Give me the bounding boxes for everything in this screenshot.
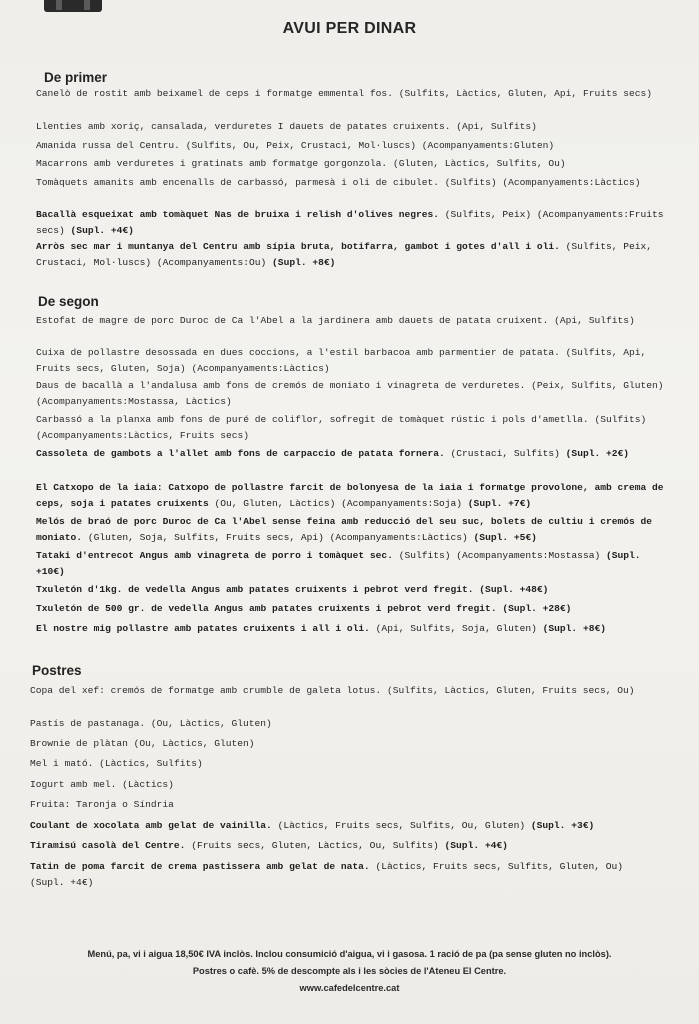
- menu-item: Daus de bacallà a l'andalusa amb fons de cremós de moniato i vinagreta de verduretes. (Peix, Sulfits, Gluten) (Acompanyaments:Mostassa, Làctics): [36, 380, 664, 407]
- section-heading-de-primer: De primer: [44, 70, 108, 85]
- menu-item: Tatin de poma farcit de crema pastissera amb gelat de nata. (Làctics, Fruits secs, Sulfits, Gluten, Ou) (Supl. +4€): [30, 861, 624, 888]
- menu-item: Copa del xef: cremós de formatge amb crumble de galeta lotus. (Sulfits, Làctics, Gluten, Fruits secs, Ou): [30, 685, 635, 696]
- menu-item: Estofat de magre de porc Duroc de Ca l'Abel a la jardinera amb dauets de patata cruixent. (Api, Sulfits): [36, 315, 635, 326]
- menu-item: Llenties amb xoriç, cansalada, verduretes I dauets de patates cruixents. (Api, Sulfits): [36, 121, 537, 132]
- menu-item: Txuletón de 500 gr. de vedella Angus amb patates cruixents i pebrot verd fregit. (Supl. +28€): [36, 603, 572, 614]
- menu-item: Cuixa de pollastre desossada en dues coccions, a l'estil barbacoa amb parmentier de patata. (Sulfits, Api, Fruits secs, Gluten, Soja) (Acompanyaments:Làctics): [36, 347, 647, 374]
- menu-item: Pastís de pastanaga. (Ou, Làctics, Gluten): [30, 718, 272, 729]
- menu-item: Cassoleta de gambots a l'allet amb fons de carpaccio de patata fornera. (Crustaci, Sulfits) (Supl. +2€): [36, 448, 630, 459]
- menu-item: Mel i mató. (Làctics, Sulfits): [30, 758, 203, 769]
- menu-item: Fruita: Taronja o Síndria: [30, 799, 174, 810]
- footer-price-line: Menú, pa, vi i aigua 18,50€ IVA inclòs. Inclou consumició d'aigua, vi i gasosa. 1 ració de pa (pa sense gluten no inclòs).: [87, 949, 612, 959]
- section-heading-postres: Postres: [32, 663, 82, 678]
- footer-discount-line: Postres o cafè. 5% de descompte als i les sòcies de l'Ateneu El Centre.: [192, 966, 507, 976]
- menu-item: Arròs sec mar i muntanya del Centru amb sípia bruta, botifarra, gambot i gotes d'all i oli. (Sulfits, Peix, Crustaci, Mol·luscs) (Acompanyaments:Ou) (Supl. +8€): [36, 241, 653, 268]
- menu-item: Carbassó a la planxa amb fons de puré de coliflor, sofregit de tomàquet rústic i pols d'ametlla. (Sulfits) (Acompanyaments:Làctics, Fruits secs): [36, 414, 647, 441]
- menu-item: El Catxopo de la iaia: Catxopo de pollastre farcit de bolonyesa de la iaia i formatge provolone, amb crema de ceps, soja i patates cruixents (Ou, Gluten, Làctics) (Acompanyaments:Soja) (Supl. +7€): [36, 482, 664, 509]
- binder-clip: [44, 0, 102, 12]
- menu-item: Tataki d'entrecot Angus amb vinagreta de porro i tomàquet sec. (Sulfits) (Acompanyaments:Mostassa) (Supl. +10€): [36, 550, 641, 577]
- menu-item: El nostre mig pollastre amb patates cruixents i all i oli. (Api, Sulfits, Soja, Gluten) (Supl. +8€): [36, 623, 606, 634]
- menu-item: Coulant de xocolata amb gelat de vainilla. (Làctics, Fruits secs, Sulfits, Ou, Gluten) (Supl. +3€): [30, 820, 595, 831]
- menu-item: Bacallà esqueixat amb tomàquet Nas de bruixa i relish d'olives negres. (Sulfits, Peix) (Acompanyaments:Fruits secs) (Supl. +4€): [36, 209, 664, 236]
- footer-website-link[interactable]: www.cafedelcentre.cat: [299, 983, 400, 993]
- menu-item: Macarrons amb verduretes i gratinats amb formatge gorgonzola. (Gluten, Làctics, Sulfits, Ou): [36, 158, 566, 169]
- menu-item: Canelò de rostit amb beixamel de ceps i formatge emmental fos. (Sulfits, Làctics, Gluten, Api, Fruits secs): [36, 88, 653, 99]
- menu-item: Melós de braó de porc Duroc de Ca l'Abel sense feina amb reducció del seu suc, bolets de cultiu i cremós de moniato. (Gluten, Soja, Sulfits, Fruits secs, Api) (Acompanyaments:Làctics) (Supl. +5€): [36, 516, 653, 543]
- menu-item: Brownie de plàtan (Ou, Làctics, Gluten): [30, 738, 255, 749]
- section-heading-de-segon: De segon: [38, 294, 99, 309]
- menu-item: Iogurt amb mel. (Làctics): [30, 779, 174, 790]
- menu-title: AVUI PER DINAR: [282, 20, 417, 37]
- menu-item: Txuletón d'1kg. de vedella Angus amb patates cruixents i pebrot verd fregit. (Supl. +48€): [36, 584, 549, 595]
- menu-item: Tomàquets amanits amb encenalls de carbassó, parmesà i oli de cibulet. (Sulfits) (Acompanyaments:Làctics): [36, 177, 641, 188]
- menu-item: Amanida russa del Centru. (Sulfits, Ou, Peix, Crustaci, Mol·luscs) (Acompanyaments:Gluten): [36, 140, 555, 151]
- menu-item: Tiramisú casolà del Centre. (Fruits secs, Gluten, Làctics, Ou, Sulfits) (Supl. +4€): [30, 840, 508, 851]
